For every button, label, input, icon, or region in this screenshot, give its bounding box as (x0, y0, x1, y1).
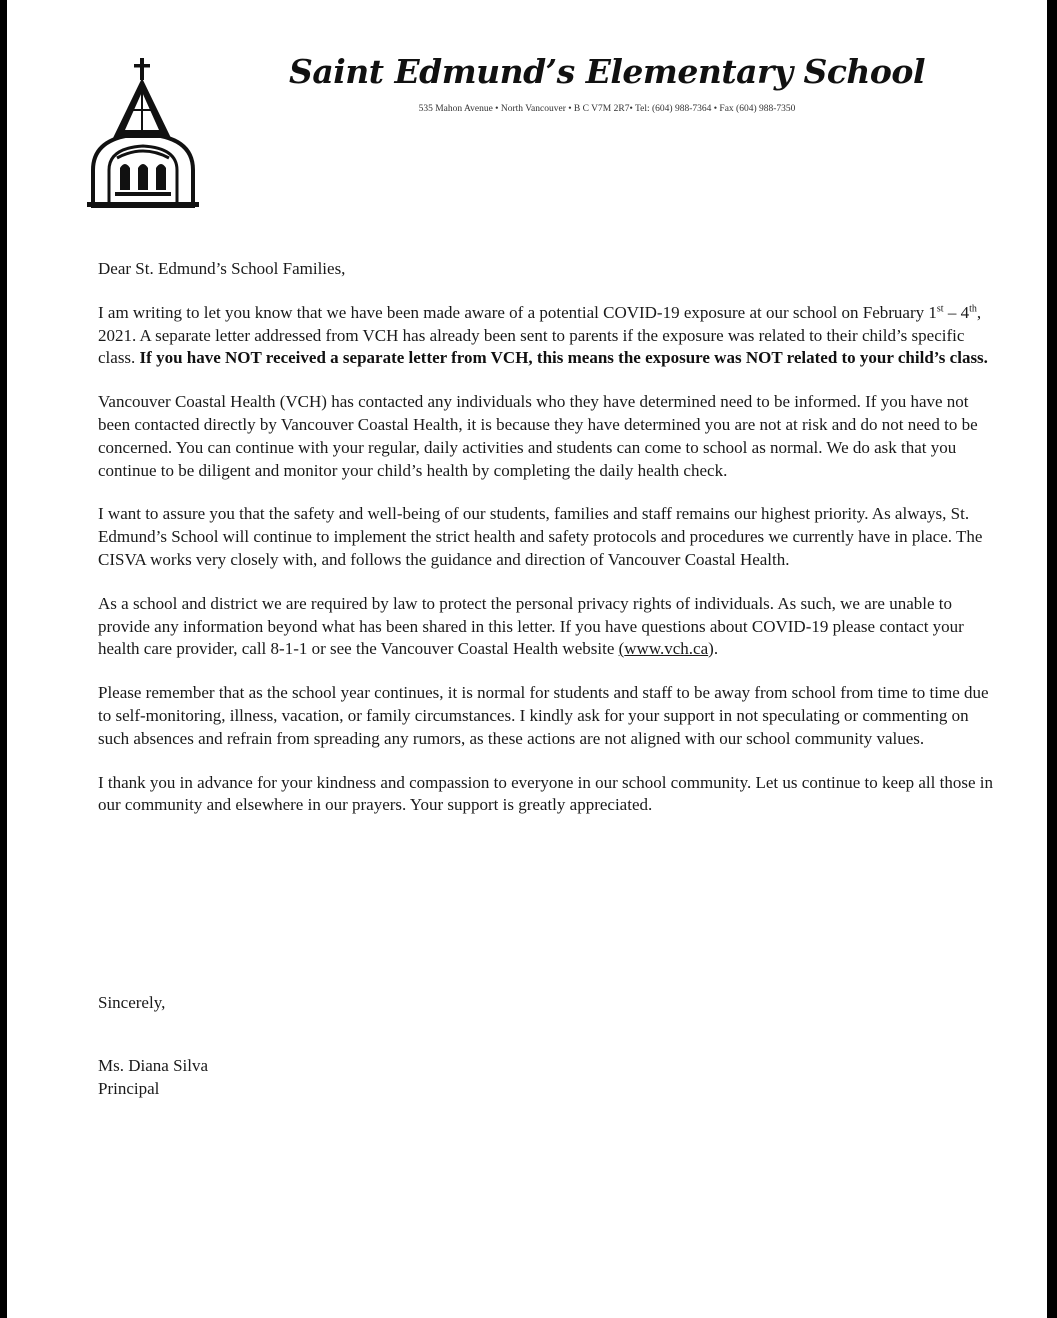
p4-link-close: ). (708, 639, 719, 659)
p4-text: As a school and district we are required by law to protect the personal privacy rights of individuals. As such, we are unable to provide any information beyond what has been shared in this letter. If you have questions about COVID-19 please contact your health care provider, call 8-1-1 or see the Vancouver Coastal Health website (98, 593, 964, 659)
closing: Sincerely, (98, 993, 166, 1012)
p1-text-a: I am writing to let you know that we have been made aware of a potential COVID-19 exposure at our school on February 1 (98, 302, 937, 322)
p1-text-c: , 2021. A separate letter addressed from VCH has already been sent to parents if the exposure was related to their child’s specific class. (98, 302, 982, 368)
letter-page (7, 0, 1047, 1318)
paragraph-vch-contact: Vancouver Coastal Health (VCH) has contacted any individuals who they have determined need to be informed. If you have not been contacted directly by Vancouver Coastal Health, it is because they have determined you are not at risk and do not need to be concerned. You can continue with your regular, daily activities and students can come to school as normal. We do ask that you continue to be diligent and monitor your child’s health by completing the daily health check. (98, 392, 978, 480)
vch-website-link[interactable]: www.vch.ca (624, 639, 709, 659)
school-address: 535 Mahon Avenue • North Vancouver • B C V7M 2R7• Tel: (604) 988-7364 • Fax (604) 988-7350 (418, 104, 796, 114)
paragraph-thanks: I thank you in advance for your kindness and compassion to everyone in our school community. Let us continue to keep all those in our community and elsewhere in our prayers. Your support is greatly appreciated. (98, 772, 993, 815)
paragraph-privacy (98, 593, 998, 661)
greeting: Dear St. Edmund’s School Families, (98, 259, 346, 278)
p1-bold-notice: If you have NOT received a separate letter from VCH, this means the exposure was NOT related to your child’s class. (139, 348, 988, 368)
p1-sup-th: th (969, 303, 977, 315)
signature-block (98, 1054, 208, 1100)
p1-sup-st: st (936, 303, 944, 315)
paragraph-safety: I want to assure you that the safety and well-being of our students, families and staff remains our highest priority. As always, St. Edmund’s School will continue to implement the strict health and safety protocols and procedures we currently have in place. The CISVA works very closely with, and follows the guidance and direction of Vancouver Coastal Health. (98, 504, 983, 569)
signer-title: Principal (98, 1079, 160, 1098)
p1-text-b: – 4 (943, 302, 970, 322)
letter-body (98, 258, 998, 838)
p4-link-open: ( (618, 639, 625, 659)
school-name: Saint Edmund’s Elementary School (289, 52, 925, 91)
signer-name: Ms. Diana Silva (98, 1056, 209, 1075)
paragraph-absences: Please remember that as the school year continues, it is normal for students and staff to be away from school from time to time due to self-monitoring, illness, vacation, or family circumstances. I kindly ask for your support in not speculating or commenting on such absences and refrain from spreading any rumors, as these actions are not aligned with our school community values. (98, 683, 989, 748)
paragraph-exposure (98, 302, 998, 370)
